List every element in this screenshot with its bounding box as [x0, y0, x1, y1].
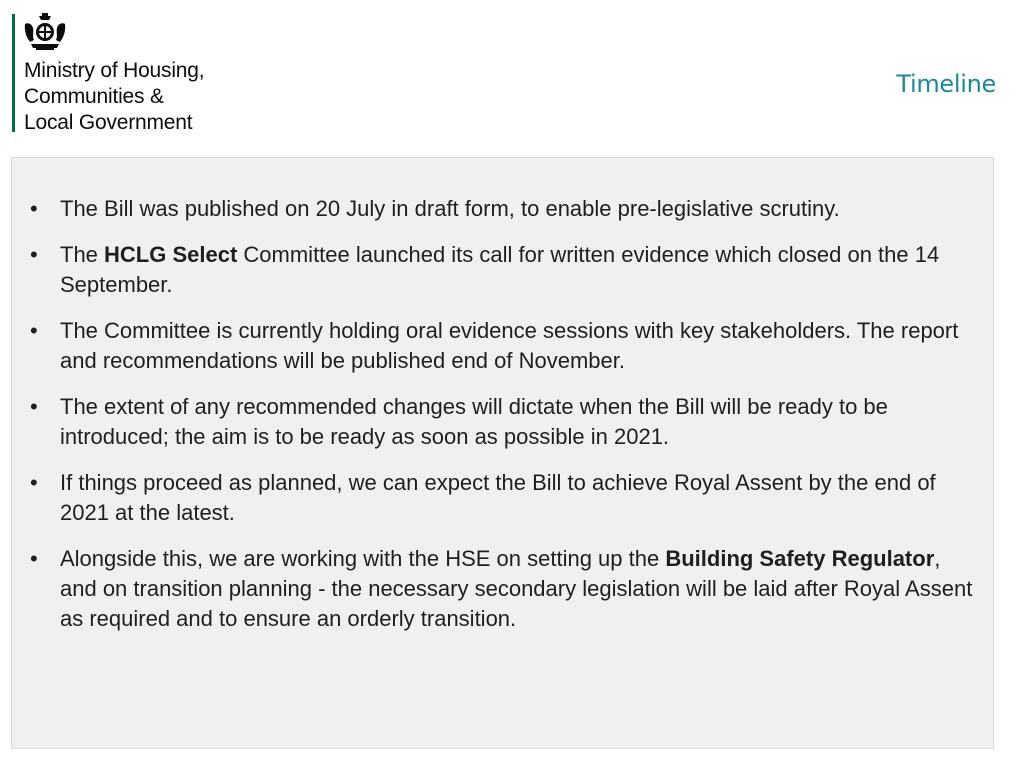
bullet-item [30, 468, 980, 528]
bullet-icon: • [30, 242, 38, 267]
department-name-line-1: Ministry of Housing, [24, 59, 205, 82]
bullet-text-continued: Committee launched its call for written evidence which closed on the 14 September. [60, 242, 940, 297]
bullet-text: If things proceed as planned, we can expect the Bill to achieve Royal Assent by the end of 2021 at the latest. [60, 470, 936, 525]
bullet-bold-text: HCLG Select [104, 242, 238, 267]
bullet-icon: • [30, 196, 38, 221]
bullet-item [30, 392, 980, 452]
bullet-item [30, 316, 980, 376]
bullet-text: The Committee is currently holding oral evidence sessions with key stakeholders. The report and recommendations will be published end of November. [60, 318, 959, 373]
slide-title: Timeline [896, 70, 996, 98]
department-name [24, 58, 284, 136]
bullet-bold-text: Building Safety Regulator [665, 546, 935, 571]
bullet-list [30, 194, 980, 650]
bullet-icon: • [30, 470, 38, 495]
bullet-item [30, 240, 980, 300]
department-name-line-3: Local Government [24, 111, 193, 134]
bullet-text: Alongside this, we are working with the HSE on setting up the [60, 546, 666, 571]
royal-crest-icon [22, 12, 68, 52]
bullet-icon: • [30, 394, 38, 419]
bullet-item [30, 194, 980, 224]
bullet-icon: • [30, 546, 38, 571]
bullet-icon: • [30, 318, 38, 343]
bullet-text: The [60, 242, 105, 267]
bullet-text: The Bill was published on 20 July in draft form, to enable pre-legislative scrutiny. [60, 196, 840, 221]
bullet-text: The extent of any recommended changes will dictate when the Bill will be ready to be introduced; the aim is to be ready as soon as possible in 2021. [60, 394, 888, 449]
logo-accent-bar [12, 14, 15, 132]
department-name-line-2: Communities & [24, 85, 164, 108]
bullet-text-continued: , and on transition planning - the necessary secondary legislation will be laid after Royal Assent as required and to ensure an orderly transition. [60, 546, 973, 631]
content-panel [11, 157, 994, 749]
bullet-item [30, 544, 980, 634]
